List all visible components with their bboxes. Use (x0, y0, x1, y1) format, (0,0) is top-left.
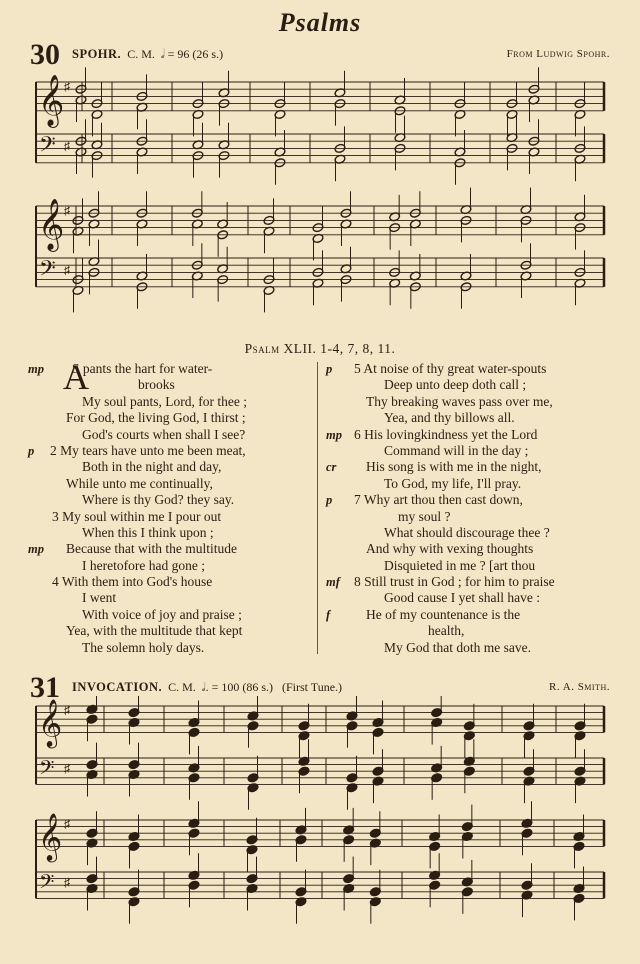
verse-text: Good cause I yet shall have : (384, 590, 540, 606)
dynamic-marking: mp (28, 542, 44, 557)
verse-text: 3 My soul within me I pour out (52, 508, 222, 524)
verse-text: Disquieted in me ? [art thou (384, 557, 536, 573)
verse-text: What should discourage thee ? (384, 524, 550, 540)
psalm-label: Psalm (244, 341, 280, 356)
verse-line (28, 492, 308, 508)
verse-text: He of my countenance is the (366, 606, 521, 622)
key-signature: ♯ (64, 816, 70, 831)
clef-icon: 𝄢 (39, 256, 56, 287)
drop-cap: A (63, 357, 89, 397)
verse-text: When this I think upon ; (82, 524, 214, 540)
key-signature: ♯ (64, 262, 70, 277)
verse-text: His song is with me in the night, (366, 459, 542, 475)
dynamic-marking: f (326, 607, 331, 622)
key-signature: ♯ (64, 761, 70, 776)
dynamic-marking: mp (28, 362, 44, 376)
clef-icon: 𝄞 (38, 812, 63, 861)
clef-icon: 𝄞 (38, 73, 65, 126)
verse-line (326, 574, 610, 590)
verse-line (28, 640, 308, 656)
verse-line (326, 525, 610, 541)
verse-line (28, 623, 308, 639)
verse-line (28, 394, 308, 410)
verse-line (326, 623, 610, 639)
tune-name: SPOHR. (72, 47, 122, 61)
verse-line (28, 410, 308, 426)
meter: C. M. (127, 47, 155, 61)
clef-icon: 𝄢 (39, 132, 56, 163)
meter: C. M. (168, 680, 196, 694)
column-divider (317, 362, 318, 654)
verse-line (326, 492, 610, 508)
verse-line (28, 590, 308, 606)
verse-text: God's courts when shall I see? (82, 426, 246, 442)
tune-name: INVOCATION. (72, 680, 163, 694)
psalm-verses: XLII. 1-4, 7, 8, 11. (283, 341, 396, 356)
verse-text: 5 At noise of thy great water-spouts (354, 361, 547, 376)
verse-line (28, 427, 308, 443)
verse-line (28, 509, 308, 525)
verse-text: The solemn holy days. (82, 639, 205, 655)
verse-line (28, 541, 308, 557)
verse-line (326, 541, 610, 557)
key-signature: ♯ (64, 203, 70, 218)
clef-icon: 𝄢 (39, 755, 55, 784)
verse-text: my soul ? (398, 508, 451, 524)
verse-text: Both in the night and day, (82, 459, 222, 475)
psalm-reference (0, 341, 640, 357)
verse-line (28, 377, 308, 393)
verse-text: 6 His lovingkindness yet the Lord (354, 426, 538, 442)
verse-line (326, 427, 610, 443)
verse-text: While unto me continually, (66, 475, 213, 491)
verses-right-column (326, 361, 610, 656)
hymn-number: 31 (30, 671, 60, 704)
verse-text: 7 Why art thou then cast down, (354, 492, 523, 508)
hymn-31-score (0, 696, 640, 964)
verse-line (326, 394, 610, 410)
composer: R. A. Smith. (549, 681, 610, 693)
verse-line (326, 558, 610, 574)
verse-text: brooks (138, 377, 175, 393)
tempo: = 100 (86 s.) (211, 680, 274, 694)
verse-line (326, 640, 610, 656)
verse-text: And why with vexing thoughts (366, 541, 534, 557)
verse-text: My God that doth me save. (384, 639, 531, 655)
verse-line (28, 443, 308, 459)
verse-line (326, 459, 610, 475)
key-signature: ♯ (64, 875, 70, 890)
verse-text: Deep unto deep doth call ; (384, 377, 527, 393)
key-signature: ♯ (64, 702, 70, 717)
verse-line (28, 525, 308, 541)
tune-note: (First Tune.) (282, 680, 343, 694)
verse-line (28, 459, 308, 475)
verse-text: health, (428, 623, 465, 639)
dynamic-marking: mf (326, 575, 340, 590)
verse-text: S pants the hart for water- (72, 361, 213, 376)
tune-info (72, 680, 342, 695)
verse-line (326, 607, 610, 623)
key-signature: ♯ (64, 138, 70, 153)
verse-line (326, 476, 610, 492)
dynamic-marking: mp (326, 427, 342, 442)
verse-line (326, 377, 610, 393)
verse-line (28, 607, 308, 623)
verse-text: Where is thy God? they say. (82, 492, 235, 508)
half-note-icon: 𝅗𝅥 (160, 47, 165, 61)
dynamic-marking: p (326, 362, 333, 376)
verse-line (28, 558, 308, 574)
dynamic-marking: cr (326, 460, 337, 475)
verse-line (28, 476, 308, 492)
verse-line (326, 509, 610, 525)
dynamic-marking: p (326, 493, 333, 508)
verse-text: Command will in the day ; (384, 442, 529, 458)
verse-line (28, 574, 308, 590)
clef-icon: 𝄢 (39, 869, 55, 898)
verse-text: Yea, and thy billows all. (384, 410, 515, 426)
verses-left-column (28, 357, 308, 656)
verse-text: 2 My tears have unto me been meat, (50, 442, 246, 458)
verse-text: To God, my life, I'll pray. (384, 475, 522, 491)
key-signature: ♯ (64, 79, 70, 94)
page-title: Psalms (278, 8, 362, 37)
verse-line (326, 590, 610, 606)
dotted-half-note-icon: 𝅗𝅥. (201, 680, 209, 694)
verse-line (326, 361, 610, 377)
verse-text: I heretofore had gone ; (82, 557, 205, 573)
verse-text: Because that with the multitude (66, 541, 237, 557)
tempo: = 96 (26 s.) (167, 47, 224, 61)
hymn-number: 30 (30, 38, 60, 71)
composer: From Ludwig Spohr. (506, 48, 610, 60)
verse-line (326, 410, 610, 426)
verse-text: My soul pants, Lord, for thee ; (82, 393, 247, 409)
verse-text: Thy breaking waves pass over me, (366, 393, 553, 409)
clef-icon: 𝄞 (38, 698, 63, 747)
verse-text: I went (82, 590, 117, 606)
dynamic-marking: p (28, 443, 35, 458)
hymn-30-score (0, 60, 640, 330)
clef-icon: 𝄞 (38, 197, 65, 250)
verse-text: For God, the living God, I thirst ; (66, 410, 246, 426)
verse-text: With voice of joy and praise ; (82, 606, 242, 622)
verse-text: Yea, with the multitude that kept (66, 623, 243, 639)
verse-line (326, 443, 610, 459)
verse-text: 4 With them into God's house (52, 574, 213, 590)
verse-text: 8 Still trust in God ; for him to praise (354, 574, 555, 590)
